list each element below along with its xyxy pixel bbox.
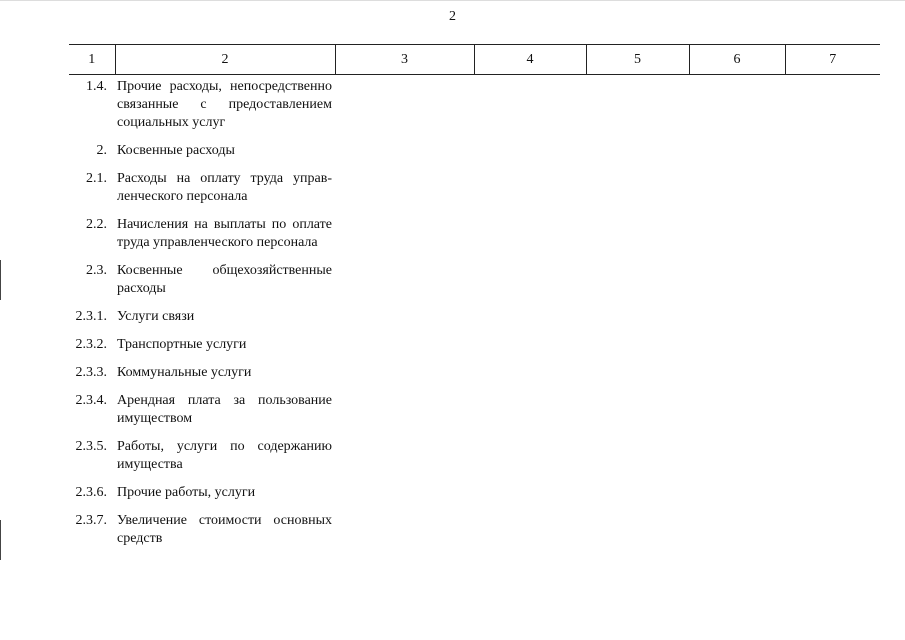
column-7-header: 7 [785,45,880,75]
row-number: 2.3.3. [75,365,107,380]
row-number: 2.3.1. [75,309,107,324]
row-number: 2.3.2. [75,337,107,352]
row-description: Увеличение стоимости основных средств [117,513,332,546]
table-row [69,484,333,502]
scan-margin-mark [0,520,1,560]
page-number: 2 [449,9,456,24]
table-row [69,308,333,326]
table-row [69,170,333,206]
column-5-header: 5 [586,45,689,75]
expense-rows [69,78,333,548]
row-number: 2.3.6. [75,485,107,500]
table-row [69,262,333,298]
table-row [69,392,333,428]
row-description: Прочие работы, услуги [117,485,256,500]
column-number-header [69,44,880,75]
row-description: Расходы на оплату труда управленческого персонала [117,171,332,204]
row-number: 2.3.5. [75,439,107,454]
row-number: 2.3.4. [75,393,107,408]
table-row [69,336,333,354]
column-3-header: 3 [335,45,474,75]
table-row [69,216,333,252]
row-description: Прочие расходы, непосредственно связанные с предоставлением социальных услуг [117,79,332,130]
table-row [69,142,333,160]
table-row [69,78,333,132]
row-description: Косвенные общехозяйственные расходы [117,263,332,296]
column-6-header: 6 [689,45,785,75]
row-description: Услуги связи [117,309,195,324]
scan-margin-mark [0,260,1,300]
row-number: 2.1. [86,171,107,186]
row-number: 2.2. [86,217,107,232]
row-description: Арендная плата за пользование имуществом [117,393,332,426]
row-description: Работы, услуги по содержанию имущества [117,439,332,472]
row-number: 2.3. [86,263,107,278]
column-1-header: 1 [69,45,115,75]
table-row [69,512,333,548]
column-2-header: 2 [115,45,335,75]
scan-edge [0,0,905,1]
row-number: 2. [96,143,107,158]
row-description: Косвенные расходы [117,143,235,158]
table-row [69,364,333,382]
row-description: Начисления на выплаты по оплате труда управленческого персонала [117,217,332,250]
row-description: Транспортные услуги [117,337,247,352]
table-row [69,438,333,474]
row-number: 2.3.7. [75,513,107,528]
column-4-header: 4 [474,45,586,75]
row-number: 1.4. [86,79,107,94]
row-description: Коммунальные услуги [117,365,252,380]
